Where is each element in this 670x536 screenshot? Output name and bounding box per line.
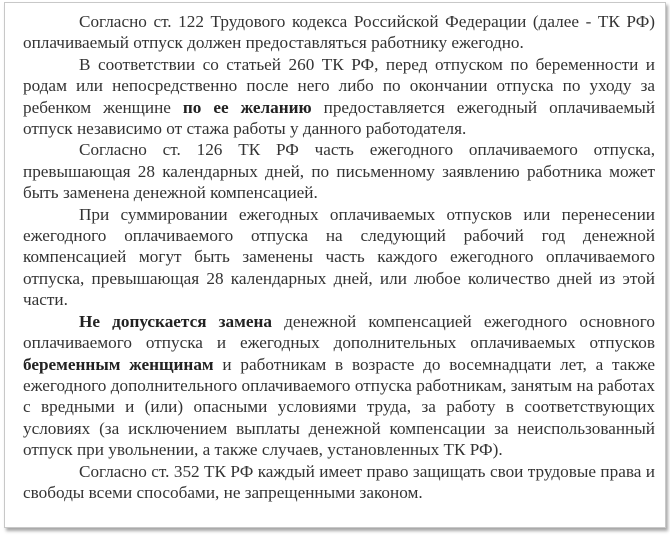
document-text <box>23 11 655 503</box>
paragraph-art-126 <box>23 139 655 203</box>
text-run: предоставляется ежегодный оплачиваемый отпуск независимо от стажа работы у данного работодателя. <box>23 97 656 139</box>
document-page <box>4 2 666 528</box>
paragraph-art-260 <box>23 54 655 140</box>
text-run: Согласно ст. 352 ТК РФ каждый имеет право защищать свои трудовые права и свободы всеми способами, не запрещенными законом. <box>23 461 655 502</box>
paragraph-art-122 <box>23 11 655 54</box>
paragraph-summation <box>23 204 655 311</box>
paragraph-art-352 <box>23 461 655 504</box>
text-run: и работникам в возрасте до восемнадцати лет, а также ежегодного дополнительного оплачиваемого отпуска работникам, занятым на работах с вредными и (или) опасными условиями труда, за работу в соответствующих условиях (за исключением выплаты денежной компенсации за неиспользованный отпуск при увольнении, а также случаев, установленных ТК РФ). <box>23 354 655 460</box>
paragraph-prohibition <box>23 311 655 461</box>
text-run: При суммировании ежегодных оплачиваемых отпусков или перенесении ежегодного оплачиваемого отпуска на следующий рабочий год денежной компенсацией могут быть заменены часть каждого ежегодного оплачиваемого отпуска, превышающая 28 календарных дней, или любое количество дней из этой части. <box>23 204 655 310</box>
emphasis-text: беременным женщинам <box>23 354 214 374</box>
text-run: Согласно ст. 126 ТК РФ часть ежегодного оплачиваемого отпуска, превышающая 28 календарных дней, по письменному заявлению работника может быть заменена денежной компенсацией. <box>23 140 655 203</box>
text-run: Согласно ст. 122 Трудового кодекса Российской Федерации (далее - ТК РФ) оплачиваемый отпуск должен предоставляться работнику ежегодно. <box>23 12 655 53</box>
emphasis-text: Не допускается замена <box>79 311 272 331</box>
text-run: денежной компенсацией ежегодного основного оплачиваемого отпуска и ежегодных дополнительных оплачиваемых отпусков <box>23 311 655 353</box>
emphasis-text: по ее желанию <box>182 97 312 117</box>
text-run: В соответствии со статьей 260 ТК РФ, перед отпуском по беременности и родам или непосредственно после него либо по окончании отпуска по уходу за ребенком женщине <box>23 54 655 117</box>
